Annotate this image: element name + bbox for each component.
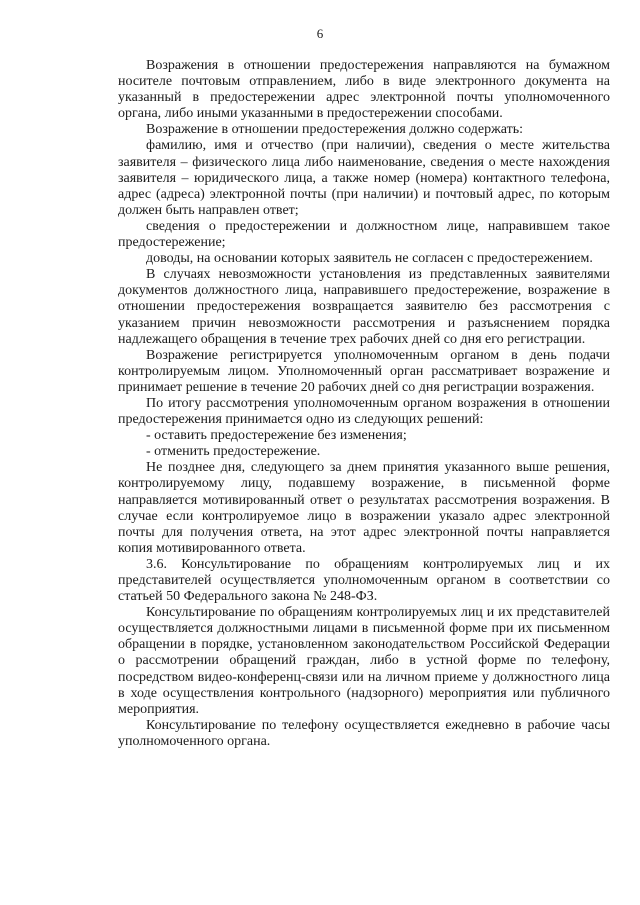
list-item-keep-warning: - оставить предостережение без изменения;: [146, 428, 407, 444]
paragraph-phone-consultation: Консультирование по телефону осуществляется ежедневно в рабочие часы уполномоченного органа.: [118, 717, 610, 749]
document-body: [118, 58, 610, 750]
paragraph-arguments: доводы, на основании которых заявитель не согласен с предостережением.: [146, 251, 593, 267]
paragraph-section-3-6: 3.6. Консультирование по обращениям контролируемых лиц и их представителей осуществляется уполномоченным органом в соответствии со статьей 50 Федерального закона № 248-ФЗ.: [118, 556, 610, 605]
paragraph-applicant-details: фамилию, имя и отчество (при наличии), сведения о месте жительства заявителя – физического лица либо наименование, сведения о месте нахождения заявителя – юридического лица, а также номер (номера) контактного телефона, адрес (адреса) электронной почты (при наличии) и почтовый адрес, по которым должен быть направлен ответ;: [118, 138, 610, 218]
paragraph-objection-submission: Возражения в отношении предостережения направляются на бумажном носителе почтовым отправлением, либо в виде электронного документа на указанный в предостережении адрес электронной почты уполномоченного органа, либо иными указанными в предостережении способами.: [118, 58, 610, 122]
paragraph-decision-options-intro: По итогу рассмотрения уполномоченным органом возражения в отношении предостережения принимается одно из следующих решений:: [118, 395, 610, 428]
list-item-cancel-warning: - отменить предостережение.: [146, 444, 321, 460]
page-number: 6: [316, 26, 324, 41]
paragraph-reasoned-response: Не позднее дня, следующего за днем принятия указанного выше решения, контролируемому лицу, подавшему возражение, в письменной форме направляется мотивированный ответ о результатах рассмотрения возражения. В случае если контролируемое лицо в возражении указало адрес электронной почты для получения ответа, на этот адрес электронной почты направляется копия мотивированного ответа.: [118, 460, 610, 556]
paragraph-return-without-review: В случаях невозможности установления из представленных заявителями документов должностного лица, направившего предостережение, возражение в отношении предостережения возвращается заявителю без рассмотрения с указанием причин невозможности рассмотрения и разъяснением порядка надлежащего обращения в течение трех рабочих дней со дня его регистрации.: [118, 267, 610, 347]
paragraph-consultation-forms: Консультирование по обращениям контролируемых лиц и их представителей осуществляется должностными лицами в письменной форме при их письменном обращении в порядке, установленном законодательством Российской Федерации о рассмотрении обращений граждан, либо в устной форме по телефону, посредством видео-конференц-связи или на личном приеме у должностного лица в ходе осуществления контрольного (надзорного) мероприятия или публичного мероприятия.: [118, 605, 610, 717]
paragraph-registration: Возражение регистрируется уполномоченным органом в день подачи контролируемым лицом. Уполномоченный орган рассматривает возражение и принимает решение в течение 20 рабочих дней со дня регистрации возражения.: [118, 347, 610, 395]
paragraph-objection-contents-intro: Возражение в отношении предостережения должно содержать:: [146, 122, 524, 138]
paragraph-warning-details: сведения о предостережении и должностном лице, направившем такое предостережение;: [118, 218, 610, 251]
